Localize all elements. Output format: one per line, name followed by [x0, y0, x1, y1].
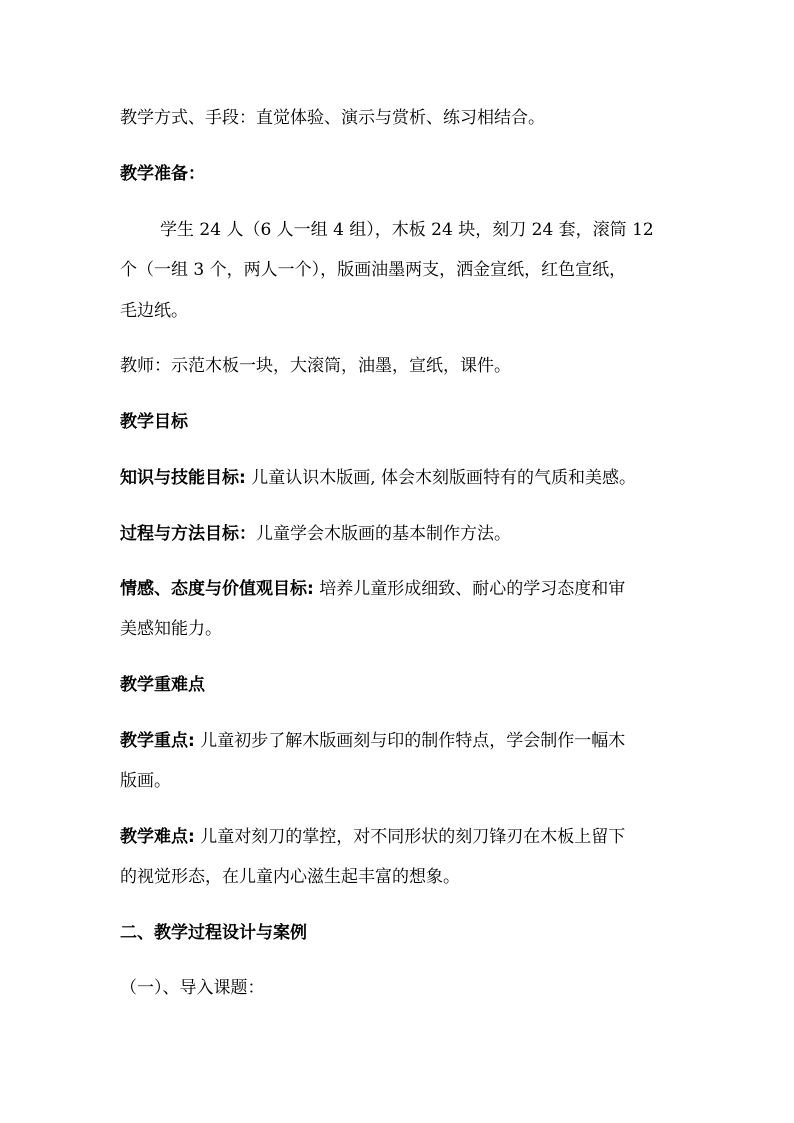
key-point-text: 儿童初步了解木版画刻与印的制作特点，学会制作一幅木	[194, 731, 626, 751]
students-line-1: 学生 24 人（6 人一组 4 组），木板 24 块，刻刀 24 套，滚筒 12	[160, 220, 654, 240]
section-2-heading: 二、教学过程设计与案例	[120, 923, 307, 943]
process-goal-label: 过程与方法目标：	[120, 524, 256, 544]
teaching-method-line: 教学方式、手段：直觉体验、演示与赏析、练习相结合。	[120, 108, 545, 128]
students-line-3: 毛边纸。	[120, 301, 188, 321]
difficult-point-text: 儿童对刻刀的掌控，对不同形状的刻刀锋刃在木板上留下	[194, 827, 626, 847]
emotion-goal-text: 培养儿童形成细致、耐心的学习态度和审	[313, 579, 626, 599]
knowledge-goal-line	[120, 466, 636, 490]
teacher-line: 教师：示范木板一块，大滚筒，油墨，宣纸，课件。	[120, 356, 511, 376]
key-point-label: 教学重点:	[120, 731, 195, 751]
emotion-goal-line-2: 美感知能力。	[120, 619, 222, 639]
goals-heading: 教学目标	[120, 412, 188, 432]
difficult-point-line	[120, 825, 625, 849]
difficult-point-label: 教学难点:	[120, 827, 195, 847]
intro-heading: （一）、导入课题：	[120, 978, 265, 998]
process-goal-line	[120, 522, 511, 546]
knowledge-goal-text: 儿童认识木版画, 体会木刻版画特有的气质和美感。	[245, 468, 637, 488]
prep-heading: 教学准备：	[120, 164, 205, 184]
key-difficult-heading: 教学重难点	[120, 675, 205, 695]
key-point-line	[120, 729, 625, 753]
key-point-line-2: 版画。	[120, 771, 171, 791]
emotion-goal-line	[120, 577, 625, 601]
process-goal-text: 儿童学会木版画的基本制作方法。	[256, 524, 511, 544]
emotion-goal-label: 情感、态度与价值观目标:	[120, 579, 314, 599]
students-line-2: 个（一组 3 个，两人一个），版画油墨两支，洒金宣纸，红色宣纸，	[120, 260, 627, 280]
difficult-point-line-2: 的视觉形态，在儿童内心滋生起丰富的想象。	[120, 867, 460, 887]
knowledge-goal-label: 知识与技能目标:	[120, 468, 246, 488]
